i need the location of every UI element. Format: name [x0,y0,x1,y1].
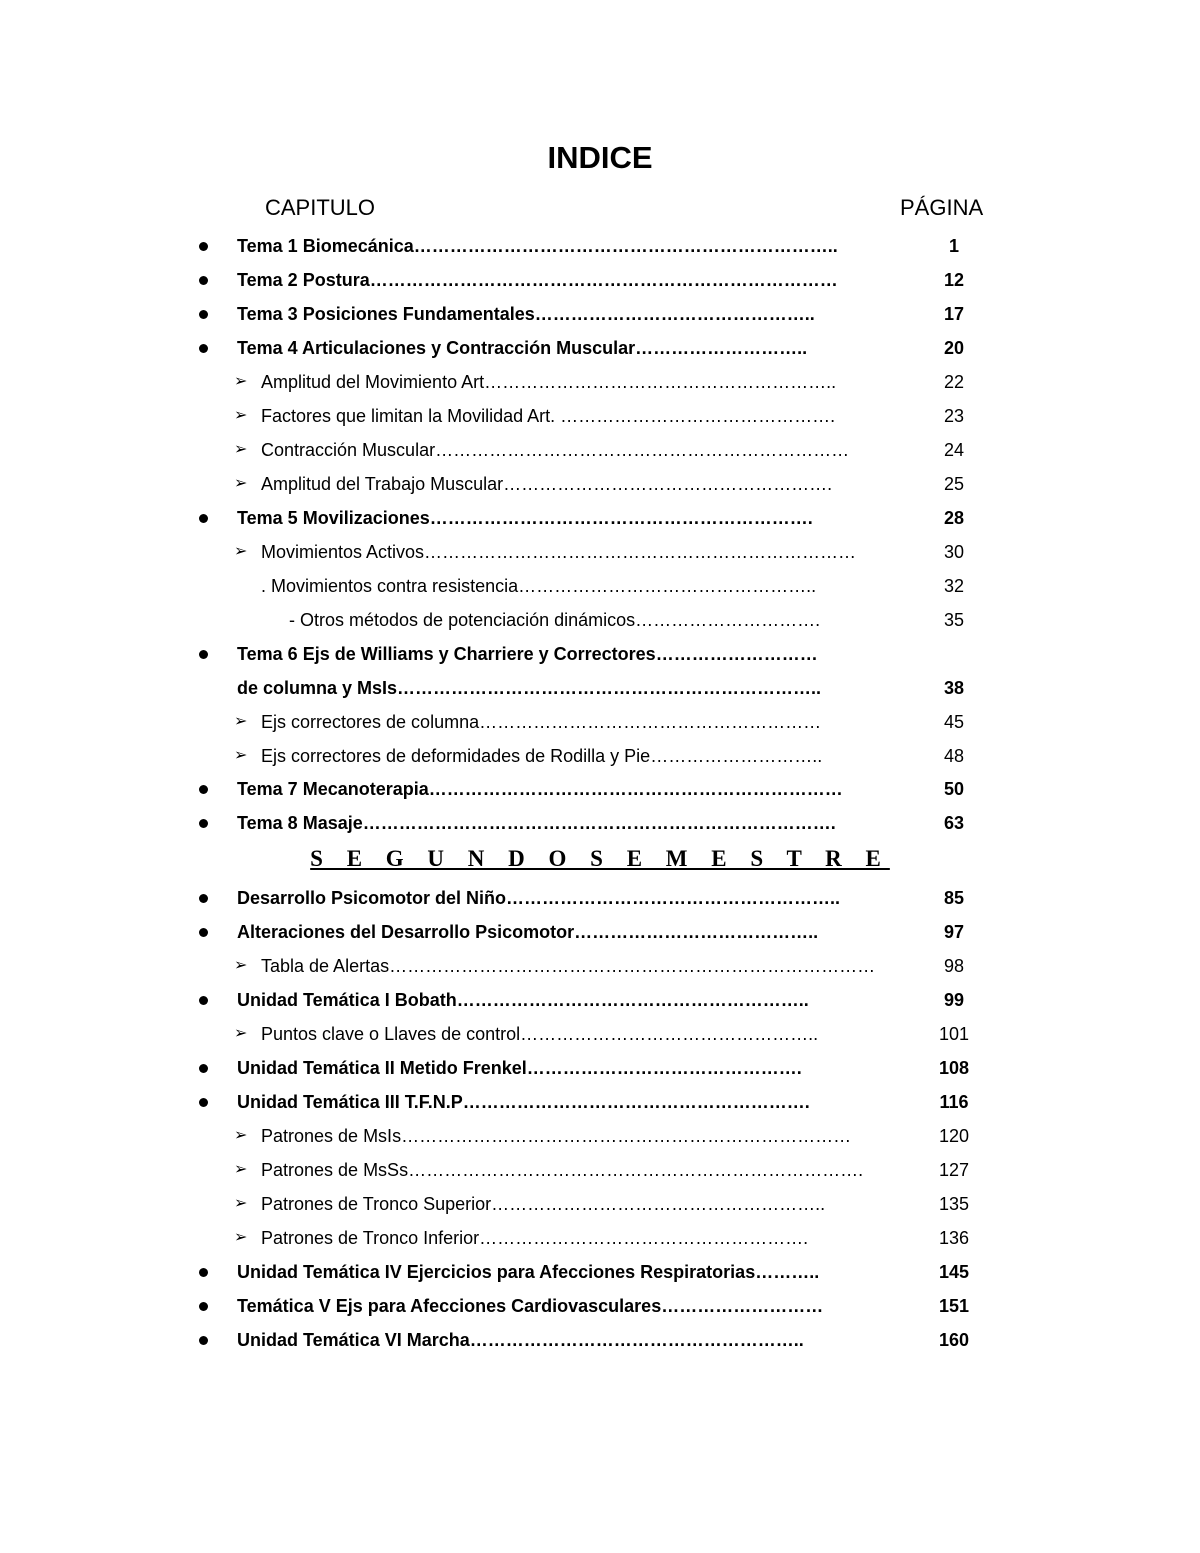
entry-label: Puntos clave o Llaves de control………………………………………….. [261,1024,819,1044]
arrow-bullet-icon: ➢ [234,1025,248,1042]
toc-entry [0,772,1200,806]
bullet-icon [199,1098,208,1107]
entry-page: 127 [938,1160,970,1180]
entry-page: 145 [938,1262,970,1282]
entry-page: 32 [943,576,965,596]
toc-subentry [0,1119,1200,1153]
bullet-icon [199,1064,208,1073]
bullet-icon [199,650,208,659]
toc-subentry [0,365,1200,399]
entry-label: Tema 5 Movilizaciones………………………………………………………. [237,508,813,528]
entry-page: 20 [943,338,965,358]
entry-label: Unidad Temática VI Marcha……………………………………………….. [237,1330,804,1350]
entry-page: 25 [943,474,965,494]
toc-entry [0,1085,1200,1119]
entry-page: 50 [943,779,965,799]
entry-label: Tema 6 Ejs de Williams y Charriere y Correctores……………………… [237,644,818,664]
entry-label: Tema 3 Posiciones Fundamentales……………………………………….. [237,304,815,324]
entry-label: Patrones de MsIs………………………………………………………………… [261,1126,852,1146]
entry-label: Desarrollo Psicomotor del Niño……………………………………………….. [237,888,841,908]
entry-page: 135 [938,1194,970,1214]
entry-page: 98 [943,956,965,976]
toc-entry [0,915,1200,949]
entry-page: 24 [943,440,965,460]
entry-page: 160 [938,1330,970,1350]
toc-entry [0,806,1200,840]
entry-label: Tabla de Alertas……………………………………………………………………… [261,956,876,976]
section-heading-text: S E G U N D O S E M E S T R E [310,846,890,871]
bullet-icon [199,785,208,794]
entry-label: Factores que limitan la Movilidad Art. ………………………………………. [261,406,836,426]
entry-label: . Movimientos contra resistencia………………………………………….. [261,576,817,596]
index-title: INDICE [547,140,653,175]
arrow-bullet-icon: ➢ [234,441,248,458]
entry-page: 38 [943,678,965,698]
toc-entry [0,263,1200,297]
arrow-bullet-icon: ➢ [234,1161,248,1178]
entry-page: 63 [943,813,965,833]
entry-page: 136 [938,1228,970,1248]
arrow-bullet-icon: ➢ [234,747,248,764]
bullet-icon [199,310,208,319]
bullet-icon [199,894,208,903]
entry-page: 22 [943,372,965,392]
entry-label: Tema 4 Articulaciones y Contracción Muscular……………………….. [237,338,808,358]
entry-page: 108 [938,1058,970,1078]
bullet-icon [199,276,208,285]
bullet-icon [199,1336,208,1345]
toc-entry [0,501,1200,535]
arrow-bullet-icon: ➢ [234,407,248,424]
entry-page: 1 [948,236,959,256]
toc-subentry [0,569,1200,603]
entry-page: 28 [943,508,965,528]
toc-entry [0,297,1200,331]
entry-page: 12 [943,270,965,290]
entry-label: Ejs correctores de columna………………………………………………… [261,712,822,732]
entry-label: Tema 1 Biomecánica…………………………………………………………….. [237,236,838,256]
toc-subentry [0,433,1200,467]
bullet-icon [199,1268,208,1277]
arrow-bullet-icon: ➢ [234,1195,248,1212]
entry-page: 120 [938,1126,970,1146]
entry-label: Unidad Temática III T.F.N.P…………………………………………………. [237,1092,810,1112]
entry-label: Patrones de Tronco Superior……………………………………………….. [261,1194,826,1214]
bullet-icon [199,514,208,523]
entry-label: Unidad Temática I Bobath………………………………………………….. [237,990,809,1010]
section-heading [0,842,1200,876]
entry-label: Movimientos Activos……………………………………………………………… [261,542,857,562]
toc-entry [0,983,1200,1017]
chapter-column-header: CAPITULO [265,195,376,220]
entry-page: 151 [938,1296,970,1316]
entry-label: Patrones de MsSs…………………………………………………………………. [261,1160,864,1180]
toc-entry [0,881,1200,915]
entry-label: Patrones de Tronco Inferior………………………………………………. [261,1228,809,1248]
entry-label: Amplitud del Trabajo Muscular………………………………………………. [261,474,833,494]
toc-subentry [0,1153,1200,1187]
entry-label: Amplitud del Movimiento Art………………………………………………….. [261,372,837,392]
toc-entry [0,1051,1200,1085]
entry-label: de columna y MsIs…………………………………………………………….. [237,678,822,698]
arrow-bullet-icon: ➢ [234,1127,248,1144]
toc-subentry [0,705,1200,739]
entry-page: 101 [938,1024,970,1044]
entry-label: Tema 7 Mecanoterapia…………………………………………………………… [237,779,843,799]
arrow-bullet-icon: ➢ [234,1229,248,1246]
toc-subentry [0,739,1200,773]
entry-page: 116 [939,1092,969,1112]
toc-entry [0,229,1200,263]
page-column-header: PÁGINA [900,195,984,220]
entry-label: - Otros métodos de potenciación dinámicos…………………………. [289,610,821,630]
entry-page: 23 [943,406,965,426]
toc-entry-continuation [0,671,1200,705]
toc-subentry [0,1187,1200,1221]
entry-label: Unidad Temática II Metido Frenkel………………………………………. [237,1058,802,1078]
entry-label: Temática V Ejs para Afecciones Cardiovasculares……………………… [237,1296,824,1316]
arrow-bullet-icon: ➢ [234,475,248,492]
bullet-icon [199,242,208,251]
entry-page: 99 [943,990,965,1010]
toc-subentry [0,1017,1200,1051]
entry-page: 97 [943,922,965,942]
toc-subentry [0,467,1200,501]
entry-page: 17 [943,304,965,324]
arrow-bullet-icon: ➢ [234,957,248,974]
toc-subentry [0,1221,1200,1255]
bullet-icon [199,819,208,828]
bullet-icon [199,1302,208,1311]
entry-page: 85 [943,888,965,908]
toc-entry [0,1323,1200,1357]
arrow-bullet-icon: ➢ [234,713,248,730]
arrow-bullet-icon: ➢ [234,373,248,390]
toc-subentry [0,399,1200,433]
entry-label: Tema 8 Masaje……………………………………………………………………. [237,813,836,833]
entry-page: 30 [943,542,965,562]
entry-label: Tema 2 Postura…………………………………………………………………… [237,270,838,290]
toc-entry [0,1289,1200,1323]
entry-label: Ejs correctores de deformidades de Rodilla y Pie……………………….. [261,746,823,766]
entry-label: Unidad Temática IV Ejercicios para Afecciones Respiratorias……….. [237,1262,820,1282]
toc-entry [0,1255,1200,1289]
toc-subentry [0,949,1200,983]
entry-page: 48 [943,746,965,766]
toc-subentry [0,603,1200,637]
toc-entry [0,331,1200,365]
toc-subentry [0,535,1200,569]
entry-label: Contracción Muscular…………………………………………………………… [261,440,850,460]
toc-entry [0,637,1200,671]
bullet-icon [199,344,208,353]
bullet-icon [199,996,208,1005]
entry-page: 35 [943,610,965,630]
entry-page: 45 [943,712,965,732]
entry-label: Alteraciones del Desarrollo Psicomotor………………………………….. [237,922,819,942]
arrow-bullet-icon: ➢ [234,543,248,560]
bullet-icon [199,928,208,937]
